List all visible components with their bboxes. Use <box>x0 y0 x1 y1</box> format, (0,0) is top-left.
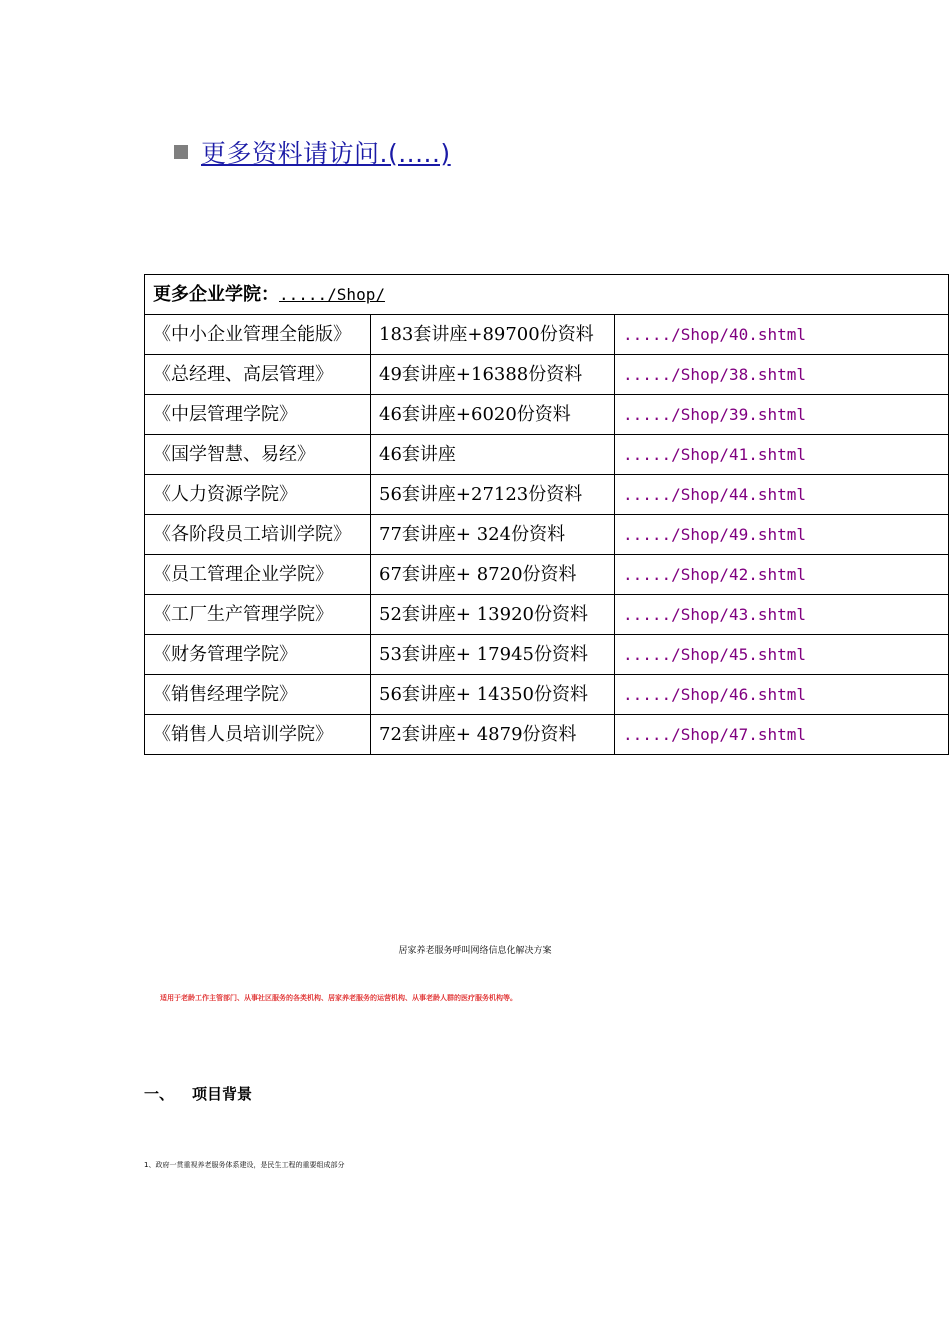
square-bullet-icon <box>174 145 188 159</box>
course-content-cell: 46套讲座+6020份资料 <box>371 395 615 435</box>
course-url-link[interactable]: ...../Shop/47.shtml <box>615 715 949 755</box>
course-content-cell: 77套讲座+ 324份资料 <box>371 515 615 555</box>
course-url-link[interactable]: ...../Shop/44.shtml <box>615 475 949 515</box>
more-resources-link[interactable]: 更多资料请访问.(.....) <box>201 139 451 168</box>
course-name-cell: 《员工管理企业学院》 <box>145 555 371 595</box>
course-name-cell: 《中层管理学院》 <box>145 395 371 435</box>
course-name-cell: 《财务管理学院》 <box>145 635 371 675</box>
course-content-cell: 53套讲座+ 17945份资料 <box>371 635 615 675</box>
table-row <box>145 435 949 475</box>
course-url-link[interactable]: ...../Shop/42.shtml <box>615 555 949 595</box>
course-content-cell: 52套讲座+ 13920份资料 <box>371 595 615 635</box>
table-row <box>145 635 949 675</box>
course-name-cell: 《人力资源学院》 <box>145 475 371 515</box>
course-url-link[interactable]: ...../Shop/45.shtml <box>615 635 949 675</box>
course-url-link[interactable]: ...../Shop/39.shtml <box>615 395 949 435</box>
section-heading <box>144 1083 252 1104</box>
courses-table <box>144 274 949 755</box>
table-row <box>145 515 949 555</box>
course-content-cell: 46套讲座 <box>371 435 615 475</box>
course-content-cell: 56套讲座+ 14350份资料 <box>371 675 615 715</box>
course-url-link[interactable]: ...../Shop/49.shtml <box>615 515 949 555</box>
paragraph: 1、政府一贯重视养老服务体系建设，是民生工程的重要组成部分 <box>144 1161 345 1169</box>
course-content-cell: 56套讲座+27123份资料 <box>371 475 615 515</box>
document-title: 居家养老服务呼叫网络信息化解决方案 <box>398 946 552 956</box>
table-row <box>145 315 949 355</box>
section-title: 项目背景 <box>192 1085 253 1103</box>
table-row <box>145 715 949 755</box>
table-row <box>145 675 949 715</box>
table-row <box>145 395 949 435</box>
header-label: 更多企业学院： <box>153 284 279 305</box>
course-url-link[interactable]: ...../Shop/41.shtml <box>615 435 949 475</box>
course-name-cell: 《工厂生产管理学院》 <box>145 595 371 635</box>
course-name-cell: 《国学智慧、易经》 <box>145 435 371 475</box>
table-row <box>145 595 949 635</box>
course-url-link[interactable]: ...../Shop/46.shtml <box>615 675 949 715</box>
table-header-row <box>145 275 949 315</box>
section-number: 一、 <box>144 1085 175 1103</box>
course-name-cell: 《各阶段员工培训学院》 <box>145 515 371 555</box>
course-url-link[interactable]: ...../Shop/38.shtml <box>615 355 949 395</box>
header-url-link[interactable]: ...../Shop/ <box>279 285 385 304</box>
top-link-row <box>174 134 451 170</box>
table-row <box>145 555 949 595</box>
course-name-cell: 《销售人员培训学院》 <box>145 715 371 755</box>
course-content-cell: 67套讲座+ 8720份资料 <box>371 555 615 595</box>
course-name-cell: 《销售经理学院》 <box>145 675 371 715</box>
course-content-cell: 183套讲座+89700份资料 <box>371 315 615 355</box>
course-url-link[interactable]: ...../Shop/43.shtml <box>615 595 949 635</box>
course-name-cell: 《中小企业管理全能版》 <box>145 315 371 355</box>
table-row <box>145 475 949 515</box>
course-name-cell: 《总经理、高层管理》 <box>145 355 371 395</box>
course-url-link[interactable]: ...../Shop/40.shtml <box>615 315 949 355</box>
document-subtitle: 适用于老龄工作主管部门、从事社区服务的各类机构、居家养老服务的运营机构、从事老龄人群的医疗服务机构等。 <box>160 994 517 1002</box>
course-content-cell: 72套讲座+ 4879份资料 <box>371 715 615 755</box>
table-row <box>145 355 949 395</box>
course-content-cell: 49套讲座+16388份资料 <box>371 355 615 395</box>
